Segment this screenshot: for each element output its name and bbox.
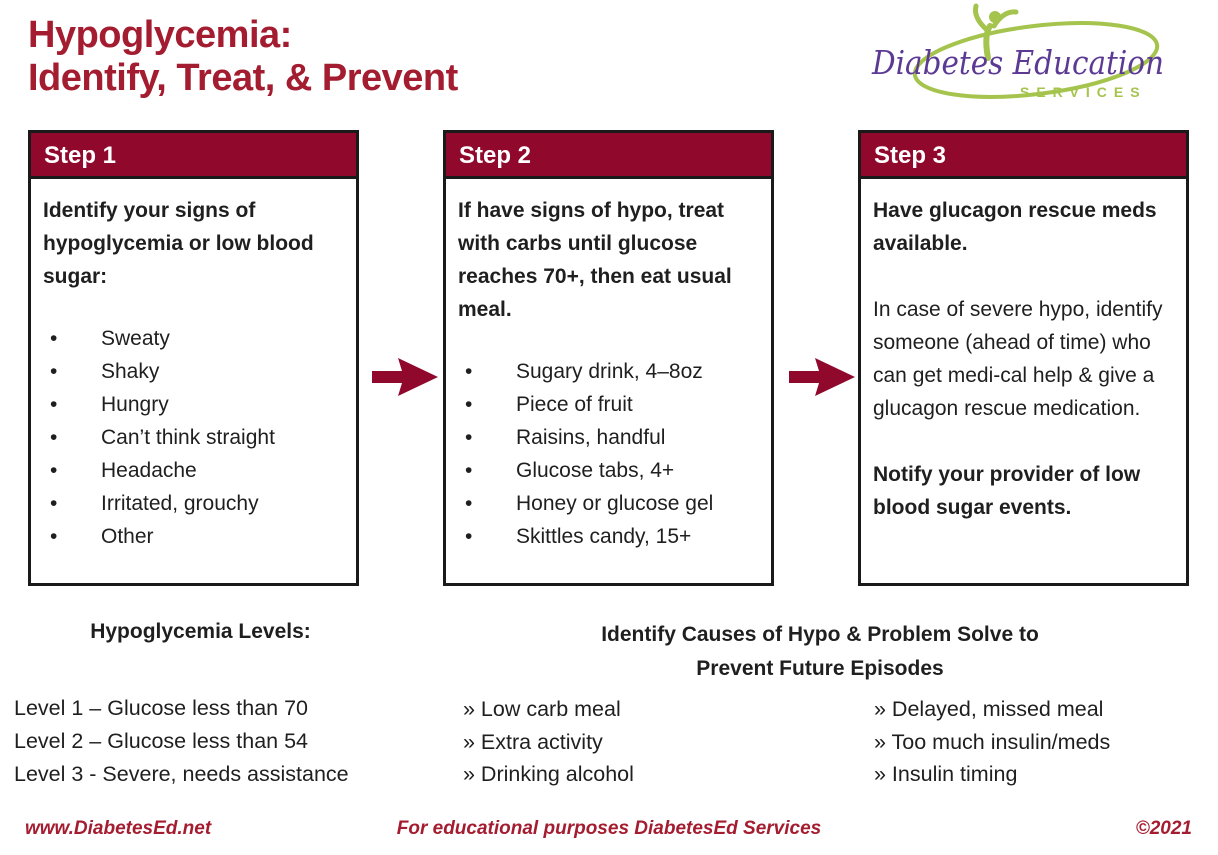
list-item: » Extra activity	[463, 729, 603, 754]
causes-heading-line1: Identify Causes of Hypo & Problem Solve to	[601, 623, 1039, 646]
bullet-item: • Honey or glucose gel	[458, 487, 759, 520]
step-paragraph: If have signs of hypo, treat with carbs until glucose reaches 70+, then eat usual meal.	[458, 199, 732, 321]
bullet-item: • Shaky	[43, 355, 344, 388]
levels-list	[14, 692, 349, 791]
footer-copyright: ©2021	[1135, 818, 1192, 839]
step-2-header: Step 2	[446, 133, 771, 179]
step-2-body	[446, 179, 771, 553]
logo-script-text: Diabetes Education	[871, 43, 1164, 82]
bullet-item: • Sweaty	[43, 322, 344, 355]
step-1-body	[31, 179, 356, 553]
list-item: Level 2 – Glucose less than 54	[14, 729, 309, 753]
list-item: » Drinking alcohol	[463, 762, 634, 786]
step-3-box	[858, 130, 1189, 586]
list-item: » Low carb meal	[463, 697, 621, 721]
step-bullet-list	[458, 355, 759, 553]
list-item: » Insulin timing	[874, 762, 1018, 786]
page-title-line2: Identify, Treat, & Prevent	[28, 57, 458, 99]
page-title-line1: Hypoglycemia:	[28, 14, 292, 56]
bullet-item: • Can’t think straight	[43, 421, 344, 454]
causes-heading	[470, 618, 1170, 686]
step-paragraph: In case of severe hypo, identify someone (ahead of time) who can get medi-cal help & give a glucagon rescue medication.	[873, 298, 1163, 420]
diabetes-education-services-logo	[868, 0, 1178, 118]
bullet-item: • Hungry	[43, 388, 344, 421]
step-2-box	[443, 130, 774, 586]
list-item: Level 1 – Glucose less than 70	[14, 696, 309, 720]
right-arrow-icon	[789, 354, 855, 400]
step-1-header: Step 1	[31, 133, 356, 179]
footer-website-url: www.DiabetesEd.net	[25, 818, 212, 839]
page-title	[28, 14, 458, 100]
causes-heading-line2: Prevent Future Episodes	[696, 657, 944, 680]
bullet-item: • Sugary drink, 4–8oz	[458, 355, 759, 388]
step-1-box	[28, 130, 359, 586]
causes-col-2	[874, 693, 1110, 791]
bullet-item: • Irritated, grouchy	[43, 487, 344, 520]
list-item: » Delayed, missed meal	[874, 697, 1104, 721]
step-bullet-list	[43, 322, 344, 553]
logo-graphic	[868, 0, 1178, 118]
hypoglycemia-levels-heading: Hypoglycemia Levels:	[90, 620, 311, 643]
footer-disclaimer: For educational purposes DiabetesEd Services	[396, 818, 822, 839]
step-3-body	[861, 179, 1186, 524]
right-arrow-icon	[372, 354, 438, 400]
bullet-item: • Headache	[43, 454, 344, 487]
step-paragraph: Identify your signs of hypoglycemia or low blood sugar:	[43, 199, 314, 288]
bullet-item: • Glucose tabs, 4+	[458, 454, 759, 487]
step-paragraph: Have glucagon rescue meds available.	[873, 199, 1157, 255]
bullet-item: • Raisins, handful	[458, 421, 759, 454]
causes-col-1	[463, 693, 634, 791]
step-paragraph: Notify your provider of low blood sugar events.	[873, 463, 1141, 519]
logo-services-text: SERVICES	[1020, 84, 1147, 100]
step-3-header: Step 3	[861, 133, 1186, 179]
list-item: » Too much insulin/meds	[874, 729, 1111, 754]
list-item: Level 3 - Severe, needs assistance	[14, 762, 349, 786]
bullet-item: • Piece of fruit	[458, 388, 759, 421]
bullet-item: • Other	[43, 520, 344, 553]
bullet-item: • Skittles candy, 15+	[458, 520, 759, 553]
